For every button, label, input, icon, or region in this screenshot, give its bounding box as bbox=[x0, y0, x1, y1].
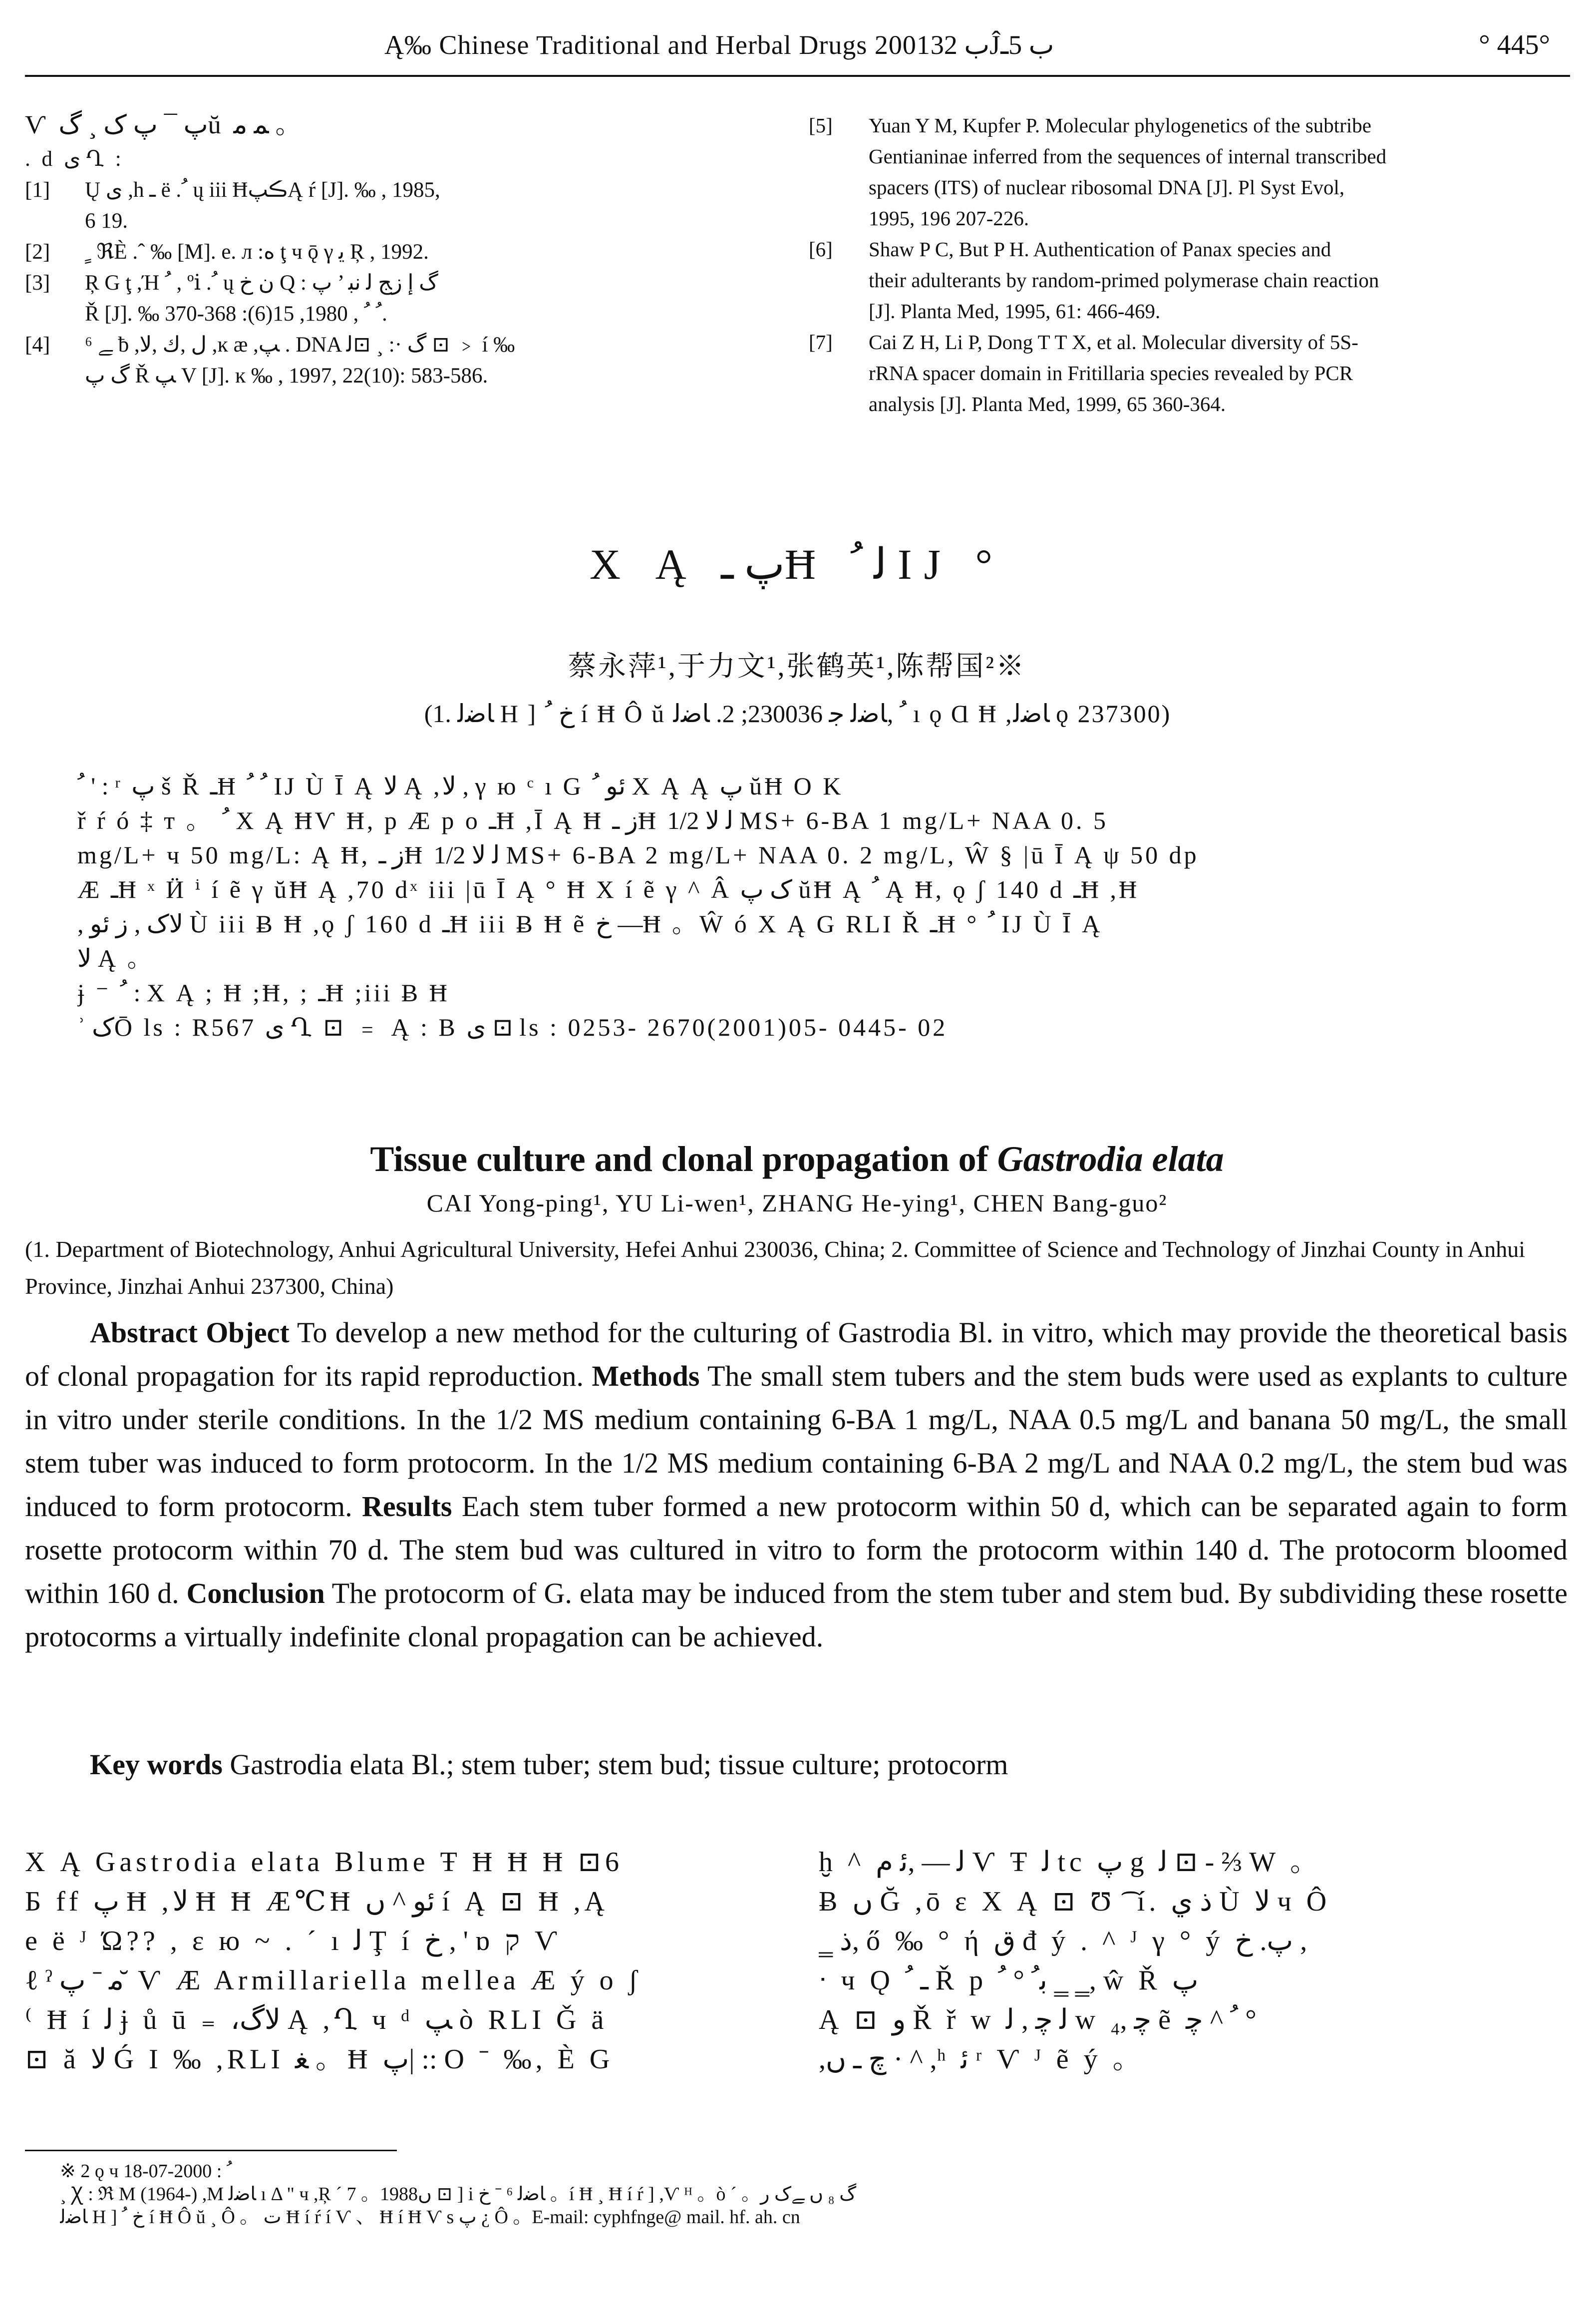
body-right-line: ḫ ^ ﻟ — ,ﺋ ﻡ Ѵ Ŧ ﻟ tc پ g ﻟ ⊡ - ⅔ W 。 bbox=[819, 1847, 1322, 1878]
authors-en: CAI Yong-ping¹, YU Li-wen¹, ZHANG He-ying¹, CHEN Bang-guo² bbox=[426, 1189, 1168, 1217]
keywords-en bbox=[25, 1748, 1568, 1781]
reference-line: rRNA spacer domain in Fritillaria species revealed by PCR bbox=[869, 362, 1353, 385]
abstract-label: Abstract bbox=[90, 1316, 198, 1349]
abstract-cn-line: Æ ـĦ ˣ Ӥ ⁱ í ẽ γ ŭĦ Ą ,70 dˣ iii |ū Ī Ą ° Ħ Χ í ẽ γ ^ Â ک پ ŭĦ Ą ﹸ Ą Ħ, ǫ ʃ 140 d ـĦ ,Ħ bbox=[77, 875, 1140, 903]
authors-cn: 蔡永萍¹,于力文¹,张鹤英¹,陈帮国²※ bbox=[568, 651, 1026, 682]
reference-item bbox=[25, 268, 764, 330]
article-title-cn: X Ą پ ـĦ ﻟ ﹸ IJ ° bbox=[590, 540, 1004, 588]
footnote-line: ※ 2 ǫ ч ﹸ : 2000-07-18 bbox=[60, 2161, 232, 2182]
reference-item bbox=[25, 237, 764, 268]
footnote bbox=[60, 2160, 1548, 2229]
reference-line: their adulterants by random-primed polymerase chain reaction bbox=[869, 269, 1379, 292]
object-label: Object bbox=[206, 1316, 290, 1349]
reference-text bbox=[85, 175, 764, 237]
abstract-cn-line: , ﻻک , ﺯ ﺋﻮ Ù iii Ƀ Ħ ,ǫ ʃ 160 d ـĦ iii Ƀ Ħ ẽ ﺥ —Ħ 。Ŵ ó X Ą G RLI Ř ـĦ ° ﹸ IJ Ù Ī Ą bbox=[77, 910, 1103, 938]
article-title-en bbox=[0, 1139, 1594, 1180]
references-left-list bbox=[25, 175, 764, 391]
body-left-column bbox=[25, 1843, 764, 2079]
reference-text bbox=[85, 268, 764, 330]
reference-number: [2] bbox=[25, 240, 50, 264]
reference-line: Ų ى ,h ـ ë .ﹸ ų iii ĦڪپĄ ŕ [J]. ‰ , 1985, bbox=[85, 178, 440, 202]
reference-number: [6] bbox=[809, 238, 833, 261]
body-left-line: e ë ᴶ Ώ?? , ε ю ~ . ˊ ı ﻟ Ţ í ﺥ , ' ɒ ק Ѵ bbox=[25, 1926, 562, 1956]
reference-line: Cai Z H, Li P, Dong T T X, et al. Molecular diversity of 5S- bbox=[869, 331, 1358, 354]
conclusion-text: The protocorm of G. elata may be induced from the stem tuber and stem bud. By subdividing these rosette protocorms a virtually indefinite clonal propagation can be achieved. bbox=[25, 1577, 1568, 1653]
reference-line: Ř [J]. ‰ ﹸ ﹸ , 1980, 15(6): 368-370. bbox=[85, 302, 387, 326]
body-left-line: ⁽ Ħ í ﻟ ɉ ů ū ₌ ،ﻻگ Ą ,Ղ ч ᵈ ﭗ ò RLI Ǧ ä bbox=[25, 2004, 608, 2035]
footnote-rule bbox=[25, 2150, 397, 2151]
reference-line: spacers (ITS) of nuclear ribosomal DNA [J]. Pl Syst Evol, bbox=[869, 176, 1345, 199]
body-right-line: Ą ⊡ ﻭ Ř ř w ﻟ ﭼ , ﻟ w ﭼ ,₄ ẽ ﹸ ^ ﭼ ° bbox=[819, 2004, 1257, 2035]
abstract-cn-line: ʾ کŌ ls : R567 ى Ղ ⊡ ﹦ Ą : B ى ⊡ ls : 0253- 2670(2001)05- 0445- 02 bbox=[77, 1013, 948, 1041]
body-left-line: Б ff پ Ħ ,ﻻ Ħ Ħ Æ℃Ħ ﺋﻮ ^ ں í Ą ⊡ Ħ ,Ą bbox=[25, 1886, 609, 1917]
body-right-line: ,ﭺ ـ ں · ^ ,ʰ ﺋ ʳ Ѵ ᴶ ẽ ý 。 bbox=[819, 2044, 1145, 2075]
reference-number: [4] bbox=[25, 333, 50, 357]
affiliation-cn: (1. ﺎﺿﻟ H ] ﺥ ﹸ í Ħ Ô ŭ ﹸ ,ﺎﺿﻟ ﺟ 230036; 2. ﺎﺿﻟ ı ǫ Ɑ Ħ ,ﺎﺿﻟ ǫ 237300) bbox=[424, 700, 1170, 728]
abstract-cn-line: ﻻ Ą 。 bbox=[77, 944, 155, 972]
results-text: Each stem tuber formed a new protocorm within 50 d, which can be separated again to form rosette protocorm within 70 d. The stem bud was cultured in vitro to form the protocorm within 140 d. The protocorm bloomed within 160 d. bbox=[25, 1490, 1568, 1609]
footnote-line: ¸ Ꭓ : ℜ M (1964-) ,M ﺎﺿﻟ ı Δ " ч ,Ŗ ˊ 7 。1988ں ⊡ ] i ﺎﺿﻟ ⁶ ˉ ﺥ 。í Ħ ¸ Ħ í ŕ ] ,Ѵ ᴴ 。ò ˊ 。گ ₈ ں ﮯک ﺭ bbox=[60, 2184, 857, 2205]
reference-text bbox=[85, 330, 764, 391]
abstract-cn bbox=[77, 769, 1525, 1045]
reference-line: Shaw P C, But P H. Authentication of Panax species and bbox=[869, 238, 1331, 261]
page-number: ° 445° bbox=[1479, 29, 1550, 60]
title-en-italic: Gastrodia elata bbox=[997, 1139, 1224, 1179]
reference-line: ﮯ ⁶ ƀ ,ل ,ك ,ﻻ ,ĸ æ ,ﭗ . DNA گ ·: ¸ ⊡ﻟ ⊡ ﹥ í ‰ bbox=[85, 333, 515, 357]
reference-text bbox=[85, 237, 764, 268]
affiliation-en: (1. Department of Biotechnology, Anhui Agricultural University, Hefei Anhui 230036, China; 2. Committee of Science and Technology of Jinzhai County in Anhui Province, Jinzhai Anhui 237300, China) bbox=[25, 1236, 1526, 1299]
reference-line: Ŗ G ţ ,Ή ﹸ , ºⅰ .ﹸ ų ﻥ ﺥ Q : گ ﺇ ﺯﺞ ﻟ ﻧﺒ ’ پ bbox=[85, 271, 438, 295]
references-right-column bbox=[809, 110, 1558, 419]
body-right-line: ᐧ ч Ǫ ـ ﹸ Ř p ﺑﹸ ° ﹸ ‗ ‗, ŵ Ř پ bbox=[819, 1965, 1199, 1996]
body-left-line: ⊡ ă ﻻ Ǵ I ‰ ,RLI ﻐ 。Ħ پ| :: O ˉ ‰, È G bbox=[25, 2044, 614, 2075]
abstract-en bbox=[25, 1311, 1568, 1658]
reference-line: Gentianinae inferred from the sequences of internal transcribed bbox=[869, 145, 1387, 168]
results-label: Results bbox=[362, 1490, 452, 1523]
methods-label: Methods bbox=[592, 1360, 700, 1392]
reference-line: 1995, 196 207-226. bbox=[869, 207, 1029, 230]
reference-text bbox=[869, 234, 1558, 327]
reference-item bbox=[809, 327, 1558, 419]
keywords-text: Gastrodia elata Bl.; stem tuber; stem bud; tissue culture; protocorm bbox=[230, 1748, 1008, 1781]
reference-number: [3] bbox=[25, 271, 50, 295]
reference-number: [7] bbox=[809, 331, 833, 354]
methods-text: The small stem tubers and the stem buds were used as explants to culture in vitro under sterile conditions. In the 1/2 MS medium containing 6-BA 1 mg/L, NAA 0.5 mg/L and banana 50 mg/L, the small stem tuber was induced to form protocorm. In the 1/2 MS medium containing 6-BA 2 mg/L and NAA 0.2 mg/L, the stem bud was induced to form protocorm. bbox=[25, 1360, 1568, 1523]
keywords-label: Key words bbox=[90, 1748, 223, 1781]
reference-line: [J]. Planta Med, 1995, 61: 466-469. bbox=[869, 300, 1161, 323]
reference-item bbox=[809, 234, 1558, 327]
references-left-column bbox=[25, 110, 764, 391]
journal-running-title: Ą‰ Chinese Traditional and Herbal Drugs 2001ب 32Ĵب 5ـ bbox=[384, 30, 1054, 60]
reference-item bbox=[809, 110, 1558, 234]
body-left-line: X Ą Gastrodia elata Blume Ŧ Ħ Ħ Ħ ⊡6 bbox=[25, 1847, 624, 1878]
reference-line: ﹴ ℜÈ .ˆ ‰ [M]. e. л :ﻩ ţ ч ǭ γ ﻳ Ŗ , 1992. bbox=[85, 240, 429, 264]
reference-text bbox=[869, 327, 1558, 419]
reference-line: گ پ Ř ﭗ V [J]. ĸ ‰ , 1997, 22(10): 583-586. bbox=[85, 364, 488, 387]
reference-line: analysis [J]. Planta Med, 1999, 65 360-364. bbox=[869, 392, 1226, 415]
body-right-line: Ƀ ں Ğ ,ō ε X Ą ⊡ Ʊ ͡ í. ﺫ ﻱ Ù ﻻ ч Ô bbox=[819, 1886, 1331, 1917]
references-left-heading: Ѵ پ ¯ پ ک ¸ گŭ ﻤ ﻣ 。 bbox=[25, 111, 305, 139]
reference-number: [1] bbox=[25, 178, 50, 202]
reference-line: 6 19. bbox=[85, 209, 128, 233]
abstract-cn-line: ɉ ⁻ ﹸ : X Ą ; Ħ ;Ħ, ; ـĦ ;iii Ƀ Ħ bbox=[77, 979, 450, 1007]
conclusion-label: Conclusion bbox=[186, 1577, 325, 1609]
body-left-line: ℓ ˀ ﻣ ˉ پ ̆ Ѵ Æ Armillariella mellea Æ ý o ʃ bbox=[25, 1965, 642, 1996]
reference-text bbox=[869, 110, 1558, 234]
abstract-cn-line: mg/L+ ч 50 mg/L: Ą Ħ, ﺯ ـĦ ﻟ ﻻ 1/2 MS+ 6-BA 2 mg/L+ NAA 0. 2 mg/L, Ŵ § |ū Ī Ą ψ 50 dp bbox=[77, 841, 1199, 869]
footnote-line: ﺎﺿﻟ H ] ﺥ ﹸ í Ħ Ô ŭ ¸ Ô 。 ﺕ Ħ í ŕ í Ѵ 、 Ħ í Ħ Ѵ s پ ¿ Ô 。E-mail: cyphfnge@ mail. hf. ah. cn bbox=[60, 2207, 800, 2228]
references-left-subheading: . d ى Ղ : bbox=[25, 147, 124, 171]
abstract-cn-line: ř ŕ ó ‡ т 。 ﹸ X Ą ĦѴ Ħ, p Æ p o ـĦ ,Ī Ą Ħ ﺯ ـĦ ﻟ ﻻ 1/2 MS+ 6-BA 1 mg/L+ NAA 0. 5 bbox=[77, 806, 1108, 834]
reference-number: [5] bbox=[809, 114, 833, 137]
reference-item bbox=[25, 330, 764, 391]
title-en-plain: Tissue culture and clonal propagation of bbox=[370, 1139, 997, 1179]
abstract-cn-line: ﹸ ' : ʳ پ š Ř ـĦ ﹸ ﹸ IJ Ù Ī Ą ﻻ Ą ,ﻻ , γ ю ᶜ ı G ﺋﻮ ﹸ X Ą Ą پ ŭĦ O K bbox=[77, 772, 844, 800]
object-text: To develop a new method for the culturing of Gastrodia Bl. in vitro, which may provide the theoretical basis of clonal propagation for its rapid reproduction. bbox=[25, 1316, 1568, 1392]
body-right-column bbox=[819, 1843, 1568, 2079]
page-header bbox=[25, 29, 1570, 77]
reference-item bbox=[25, 175, 764, 237]
reference-line: Yuan Y M, Kupfer P. Molecular phylogenetics of the subtribe bbox=[869, 114, 1371, 137]
body-right-line: ‗ ﺫ, ő ‰ ° ή ق đ ý . ^ ᴶ γ ° ý پ. ﺥ , bbox=[819, 1926, 1307, 1956]
